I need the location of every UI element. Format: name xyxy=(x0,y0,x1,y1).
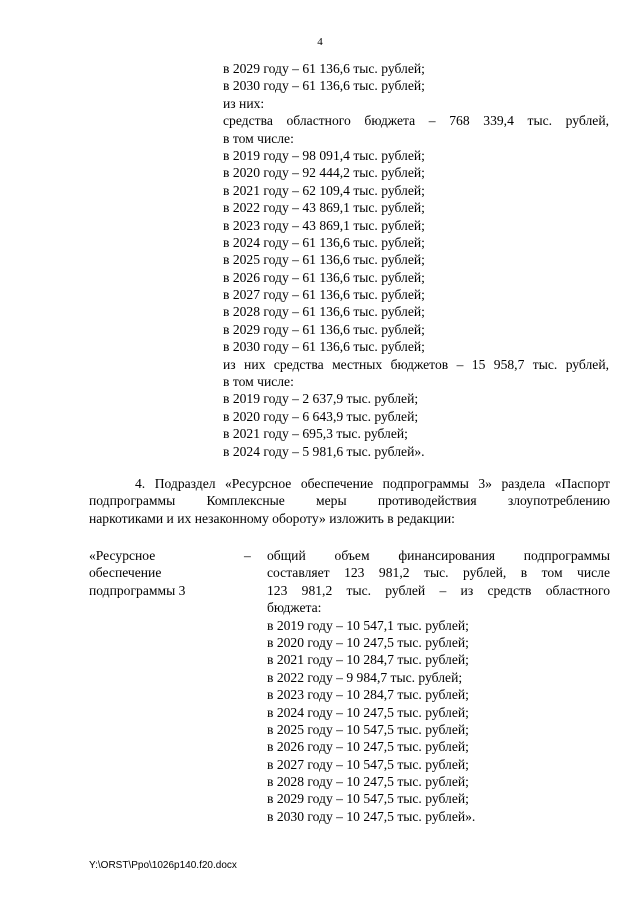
resource-year-line: в 2023 году – 10 284,7 тыс. рублей; xyxy=(267,687,469,703)
regional-year-line: в 2029 году – 61 136,6 тыс. рублей; xyxy=(223,321,425,337)
resource-label-line: обеспечение xyxy=(89,565,162,581)
resource-year-line: в 2029 году – 10 547,5 тыс. рублей; xyxy=(267,791,469,807)
resource-text-line: 123 981,2 тыс. рублей – из средств областного xyxy=(267,582,610,598)
resource-label xyxy=(89,547,239,599)
regional-budget-total: средства областного бюджета – 768 339,4 тыс. рублей, xyxy=(223,113,609,129)
regional-year-line: в 2027 году – 61 136,6 тыс. рублей; xyxy=(223,287,425,303)
paragraph-line: наркотиками и их незаконному обороту» изложить в редакции: xyxy=(89,510,455,526)
regional-year-line: в 2024 году – 61 136,6 тыс. рублей; xyxy=(223,234,425,250)
local-year-line: в 2021 году – 695,3 тыс. рублей; xyxy=(223,426,408,442)
regional-year-line: в 2028 году – 61 136,6 тыс. рублей; xyxy=(223,304,425,320)
resource-text-line: составляет 123 981,2 тыс. рублей, в том числе xyxy=(267,565,610,581)
resource-year-line: в 2021 году – 10 284,7 тыс. рублей; xyxy=(267,652,469,668)
text-line: из них: xyxy=(223,95,265,111)
regional-year-line: в 2030 году – 61 136,6 тыс. рублей; xyxy=(223,339,425,355)
regional-year-line: в 2020 году – 92 444,2 тыс. рублей; xyxy=(223,165,425,181)
text-line: в том числе: xyxy=(223,374,294,390)
page-number: 4 xyxy=(317,36,323,48)
paragraph-line: 4. Подраздел «Ресурсное обеспечение подпрограммы 3» раздела «Паспорт xyxy=(135,476,610,491)
resource-description xyxy=(267,547,610,825)
regional-year-line: в 2025 году – 61 136,6 тыс. рублей; xyxy=(223,252,425,268)
local-budget-total: из них средства местных бюджетов – 15 958,7 тыс. рублей, xyxy=(223,356,609,372)
resource-label-line: «Ресурсное xyxy=(89,548,156,563)
regional-year-line: в 2021 году – 62 109,4 тыс. рублей; xyxy=(223,182,425,198)
text-line: в 2030 году – 61 136,6 тыс. рублей; xyxy=(223,78,425,94)
local-year-line: в 2024 году – 5 981,6 тыс. рублей». xyxy=(223,443,425,459)
regional-year-line: в 2026 году – 61 136,6 тыс. рублей; xyxy=(223,269,425,285)
resource-year-line: в 2028 году – 10 247,5 тыс. рублей; xyxy=(267,774,469,790)
file-path-footer: Y:\ORST\Ppo\1026p140.f20.docx xyxy=(89,860,237,871)
paragraph-4 xyxy=(89,475,610,527)
resource-year-line: в 2030 году – 10 247,5 тыс. рублей». xyxy=(267,808,476,824)
funding-continuation-block xyxy=(223,60,609,460)
regional-year-line: в 2022 году – 43 869,1 тыс. рублей; xyxy=(223,200,425,216)
resource-year-line: в 2024 году – 10 247,5 тыс. рублей; xyxy=(267,704,469,720)
regional-year-line: в 2023 году – 43 869,1 тыс. рублей; xyxy=(223,217,425,233)
resource-year-line: в 2027 году – 10 547,5 тыс. рублей; xyxy=(267,756,469,772)
text-line: в том числе: xyxy=(223,130,294,146)
resource-text-line: бюджета: xyxy=(267,600,322,616)
regional-year-line: в 2019 году – 98 091,4 тыс. рублей; xyxy=(223,147,425,163)
resource-text-line: общий объем финансирования подпрограммы xyxy=(267,548,610,563)
resource-year-line: в 2020 году – 10 247,5 тыс. рублей; xyxy=(267,634,469,650)
local-year-line: в 2020 году – 6 643,9 тыс. рублей; xyxy=(223,408,419,424)
resource-year-line: в 2026 году – 10 247,5 тыс. рублей; xyxy=(267,739,469,755)
text-line: в 2029 году – 61 136,6 тыс. рублей; xyxy=(223,61,425,76)
local-year-line: в 2019 году – 2 637,9 тыс. рублей; xyxy=(223,391,419,407)
resource-label-line: подпрограммы 3 xyxy=(89,582,186,598)
resource-year-line: в 2025 году – 10 547,5 тыс. рублей; xyxy=(267,721,469,737)
resource-year-line: в 2022 году – 9 984,7 тыс. рублей; xyxy=(267,669,463,685)
resource-year-line: в 2019 году – 10 547,1 тыс. рублей; xyxy=(267,617,469,633)
resource-dash: – xyxy=(244,548,251,563)
paragraph-line: подпрограммы Комплексные меры противодействия злоупотреблению xyxy=(89,493,610,509)
